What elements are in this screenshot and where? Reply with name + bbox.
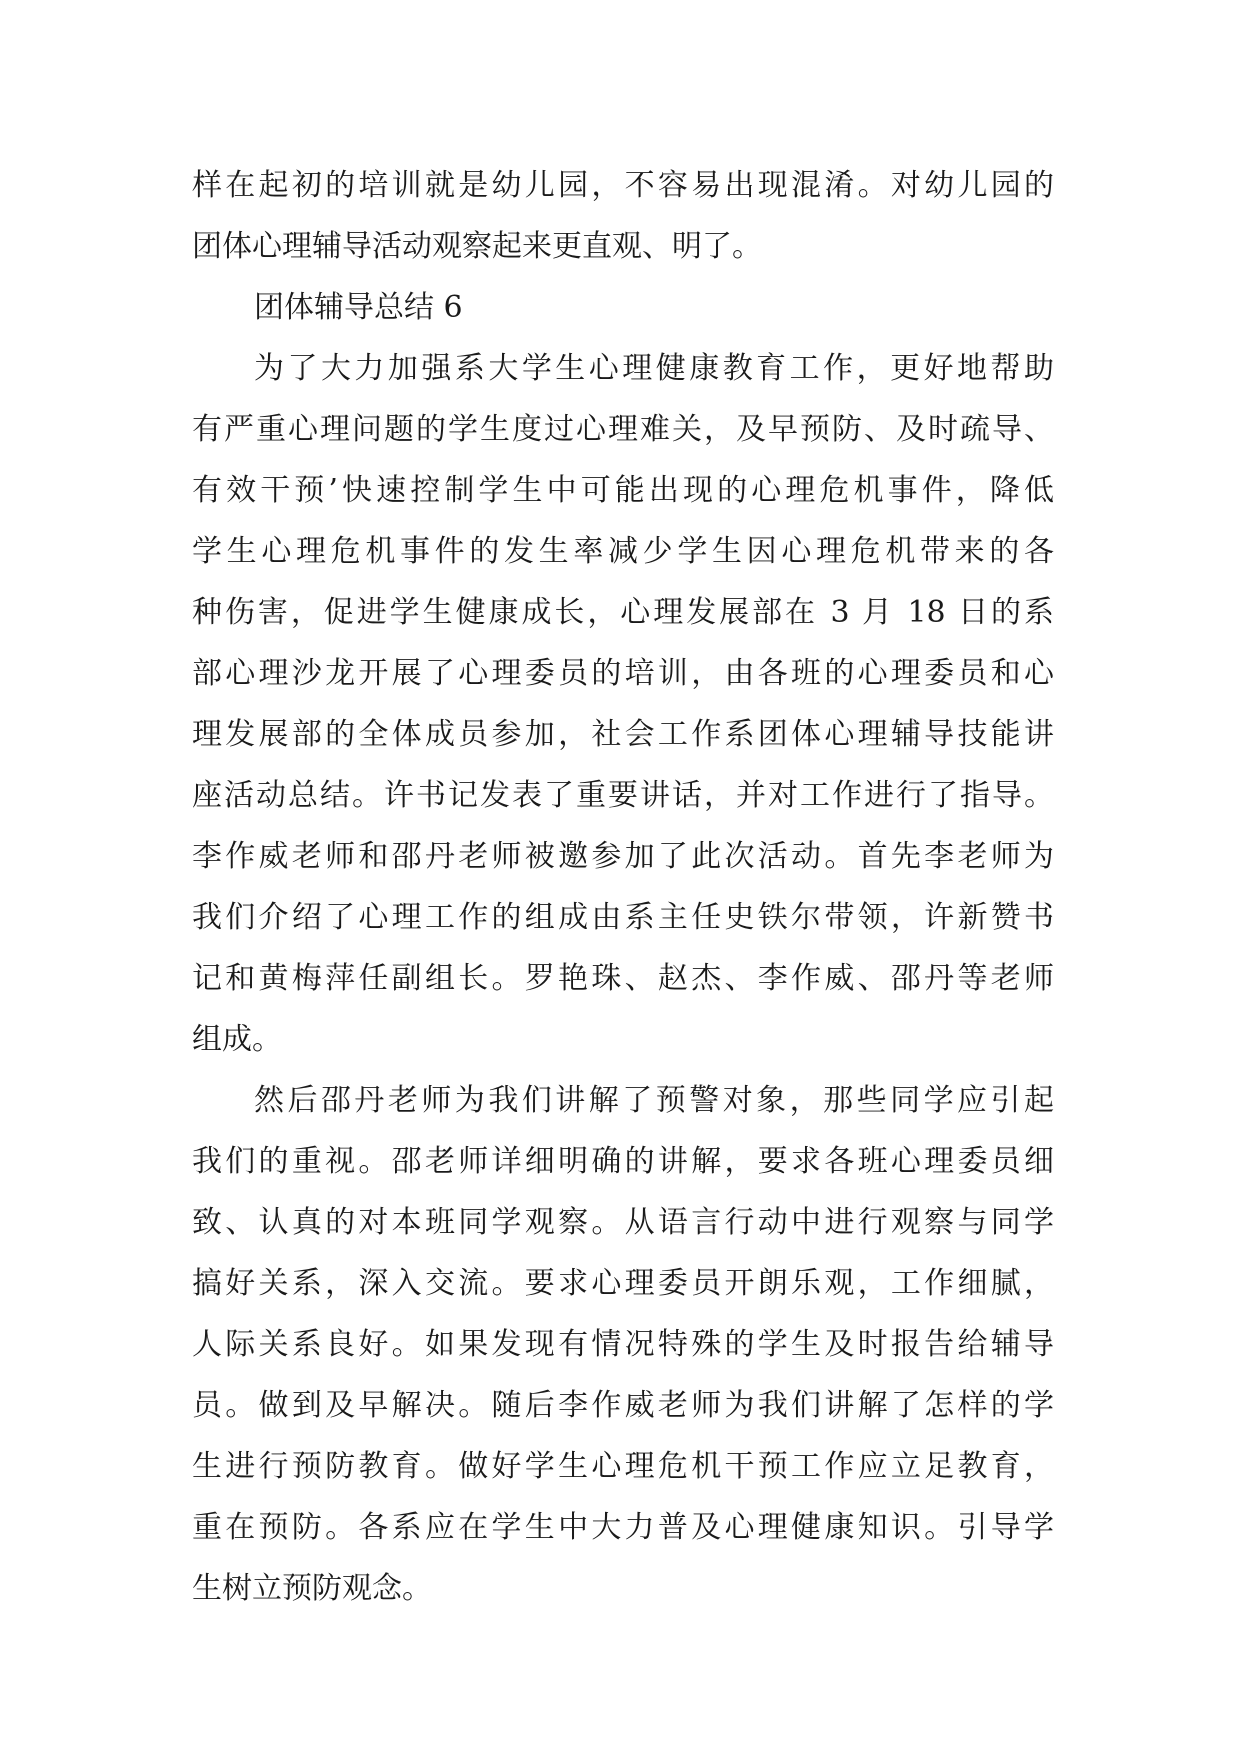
paragraph-line: 学生心理危机事件的发生率减少学生因心理危机带来的各 (192, 534, 1054, 569)
paragraph-line: 我们的重视。邵老师详细明确的讲解，要求各班心理委员细 (192, 1144, 1054, 1179)
paragraph-line: 我们介绍了心理工作的组成由系主任史铁尔带领，许新赞书 (192, 900, 1054, 935)
paragraph-line: 样在起初的培训就是幼儿园，不容易出现混淆。对幼儿园的 (192, 168, 1054, 203)
paragraph-line: 李作威老师和邵丹老师被邀参加了此次活动。首先李老师为 (192, 839, 1054, 874)
paragraph-line: 部心理沙龙开展了心理委员的培训，由各班的心理委员和心 (192, 656, 1054, 691)
paragraph-line: 生树立预防观念。 (192, 1571, 432, 1606)
paragraph-line: 座活动总结。许书记发表了重要讲话，并对工作进行了指导。 (192, 778, 1054, 813)
paragraph-line: 有严重心理问题的学生度过心理难关，及早预防、及时疏导、 (192, 412, 1054, 447)
paragraph-line: 生进行预防教育。做好学生心理危机干预工作应立足教育， (192, 1449, 1054, 1484)
paragraph-line: 种伤害，促进学生健康成长，心理发展部在 3 月 18 日的系 (192, 595, 1054, 630)
paragraph-line: 组成。 (192, 1022, 282, 1057)
section-heading: 团体辅导总结 6 (254, 290, 463, 325)
paragraph-line: 人际关系良好。如果发现有情况特殊的学生及时报告给辅导 (192, 1327, 1054, 1362)
paragraph-line: 为了大力加强系大学生心理健康教育工作，更好地帮助 (254, 351, 1054, 386)
paragraph-line: 致、认真的对本班同学观察。从语言行动中进行观察与同学 (192, 1205, 1054, 1240)
paragraph-line: 然后邵丹老师为我们讲解了预警对象，那些同学应引起 (254, 1083, 1054, 1118)
paragraph-line: 记和黄梅萍任副组长。罗艳珠、赵杰、李作威、邵丹等老师 (192, 961, 1054, 996)
paragraph-line: 搞好关系，深入交流。要求心理委员开朗乐观，工作细腻， (192, 1266, 1054, 1301)
paragraph-line: 理发展部的全体成员参加，社会工作系团体心理辅导技能讲 (192, 717, 1054, 752)
paragraph-line: 有效干预’快速控制学生中可能出现的心理危机事件，降低 (192, 473, 1054, 508)
paragraph-line: 员。做到及早解决。随后李作威老师为我们讲解了怎样的学 (192, 1388, 1054, 1423)
document-body (192, 155, 1054, 1619)
paragraph-line: 重在预防。各系应在学生中大力普及心理健康知识。引导学 (192, 1510, 1054, 1545)
paragraph-line: 团体心理辅导活动观察起来更直观、明了。 (192, 229, 762, 264)
